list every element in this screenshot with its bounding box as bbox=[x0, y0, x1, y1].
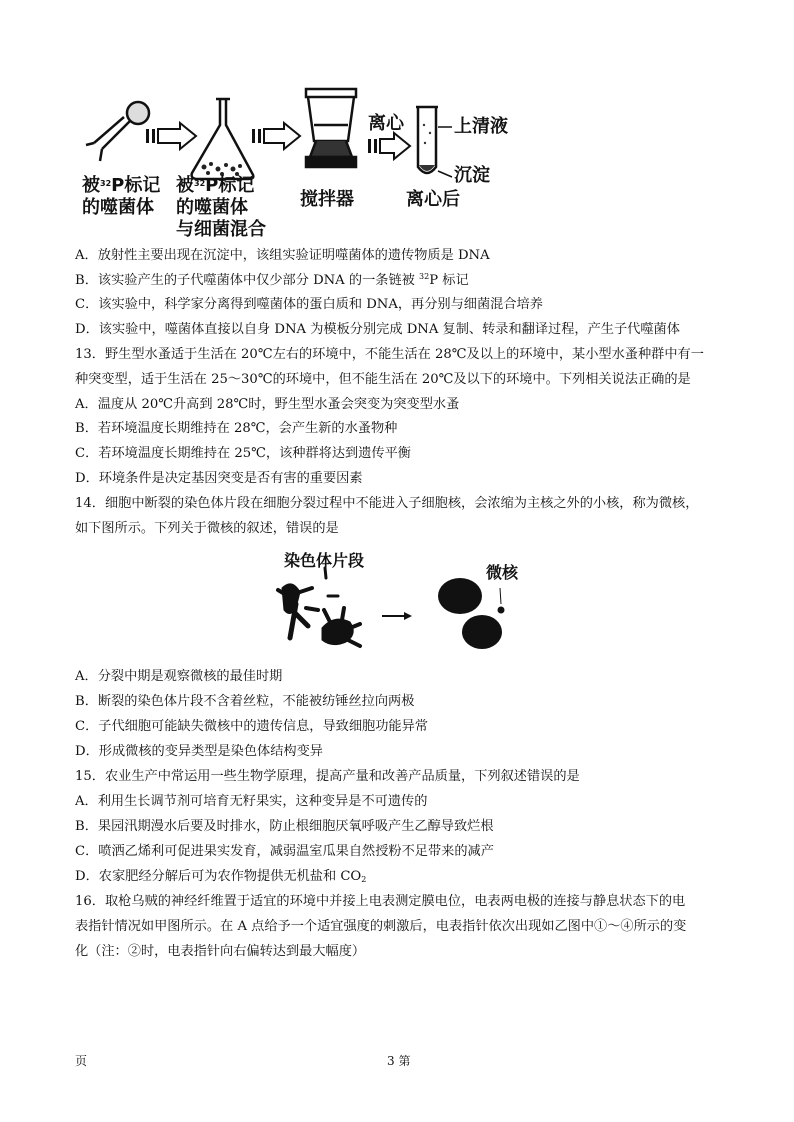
sediment-label: 沉淀 bbox=[454, 165, 490, 186]
chromosome-fragment-label: 染色体片段 bbox=[284, 551, 365, 570]
micronucleus-figure bbox=[270, 548, 530, 660]
q15-option-c: C．喷洒乙烯利可促进果实发育，减弱温室瓜果自然授粉不足带来的减产 bbox=[75, 844, 494, 859]
q14-option-d: D．形成微核的变异类型是染色体结构变异 bbox=[75, 744, 323, 759]
phage-label: 被$^{32}$P标记 bbox=[82, 175, 161, 196]
q13-option-c: C．若环境温度长期维持在 25℃，该种群将达到遗传平衡 bbox=[75, 446, 411, 461]
footer-page-number: 3 第 bbox=[387, 1054, 411, 1068]
footer-left: 页 bbox=[75, 1054, 88, 1068]
q15-option-b: B．果园汛期漫水后要及时排水，防止根细胞厌氧呼吸产生乙醇导致烂根 bbox=[75, 819, 494, 834]
q14-option-a: A．分裂中期是观察微核的最佳时期 bbox=[75, 669, 283, 684]
mix-label: 被$^{32}$P标记 bbox=[176, 175, 255, 196]
q13-option-a: A．温度从 20℃升高到 28℃时，野生型水蚤会突变为突变型水蚤 bbox=[75, 397, 460, 412]
q12-option-a: A．放射性主要出现在沉淀中，该组实验证明噬菌体的遗传物质是 DNA bbox=[75, 248, 490, 263]
q14-option-c: C．子代细胞可能缺失微核中的遗传信息，导致细胞功能异常 bbox=[75, 719, 428, 734]
q15-stem: 15．农业生产中常运用一些生物学原理，提高产量和改善产品质量，下列叙述错误的是 bbox=[75, 769, 580, 784]
q13-stem-line2: 种突变型，适于生活在 25～30℃的环境中，但不能生活在 20℃及以下的环境中。下列相关说法正确的是 bbox=[75, 372, 691, 387]
micronucleus-label: 微核 bbox=[486, 563, 519, 582]
q15-option-a: A．利用生长调节剂可培育无籽果实，这种变异是不可遗传的 bbox=[75, 794, 428, 809]
q16-stem-line1: 16．取枪乌贼的神经纤维置于适宜的环境中并接上电表测定膜电位，电表两电极的连接与静息状态下的电 bbox=[75, 894, 686, 909]
centrifuge-arrow-label: 离心 bbox=[368, 113, 404, 134]
q13-stem-line1: 13．野生型水蚤适于生活在 20℃左右的环境中，不能生活在 28℃及以上的环境中，某小型水蚤种群中有一 bbox=[75, 347, 704, 362]
q12-option-c: C．该实验中，科学家分离得到噬菌体的蛋白质和 DNA，再分别与细菌混合培养 bbox=[75, 297, 543, 312]
q16-stem-line3: 化（注：②时，电表指针向右偏转达到最大幅度） bbox=[75, 944, 366, 959]
phage-label-line2: 的噬菌体 bbox=[82, 197, 154, 218]
phage-experiment-figure bbox=[80, 85, 540, 240]
q12-option-b: B．该实验产生的子代噬菌体中仅少部分 DNA 的一条链被 $^{32}$P 标记 bbox=[75, 272, 469, 288]
q13-option-d: D．环境条件是决定基因突变是否有害的重要因素 bbox=[75, 471, 363, 486]
mix-label-line3: 与细菌混合 bbox=[176, 219, 266, 240]
q16-stem-line2: 表指针情况如甲图所示。在 A 点给予一个适宜强度的刺激后，电表指针依次出现如乙图中①～④所示的变 bbox=[75, 919, 687, 934]
mix-label-line2: 的噬菌体 bbox=[176, 197, 248, 218]
q14-option-b: B．断裂的染色体片段不含着丝粒，不能被纺锤丝拉向两极 bbox=[75, 694, 415, 709]
q14-stem-line2: 如下图所示。下列关于微核的叙述，错误的是 bbox=[75, 521, 339, 536]
q12-option-d: D．该实验中，噬菌体直接以自身 DNA 为模板分别完成 DNA 复制、转录和翻译过程，产生子代噬菌体 bbox=[75, 322, 680, 337]
blender-label: 搅拌器 bbox=[300, 189, 354, 210]
q13-option-b: B．若环境温度长期维持在 28℃，会产生新的水蚤物种 bbox=[75, 421, 398, 436]
q15-option-d: D．农家肥经分解后可为农作物提供无机盐和 $CO_2$ bbox=[75, 869, 367, 884]
after-centrifuge-label: 离心后 bbox=[406, 189, 460, 210]
supernatant-label: 上清液 bbox=[454, 116, 508, 137]
q14-stem-line1: 14．细胞中断裂的染色体片段在细胞分裂过程中不能进入子细胞核，会浓缩为主核之外的小核，称为微核， bbox=[75, 496, 699, 511]
